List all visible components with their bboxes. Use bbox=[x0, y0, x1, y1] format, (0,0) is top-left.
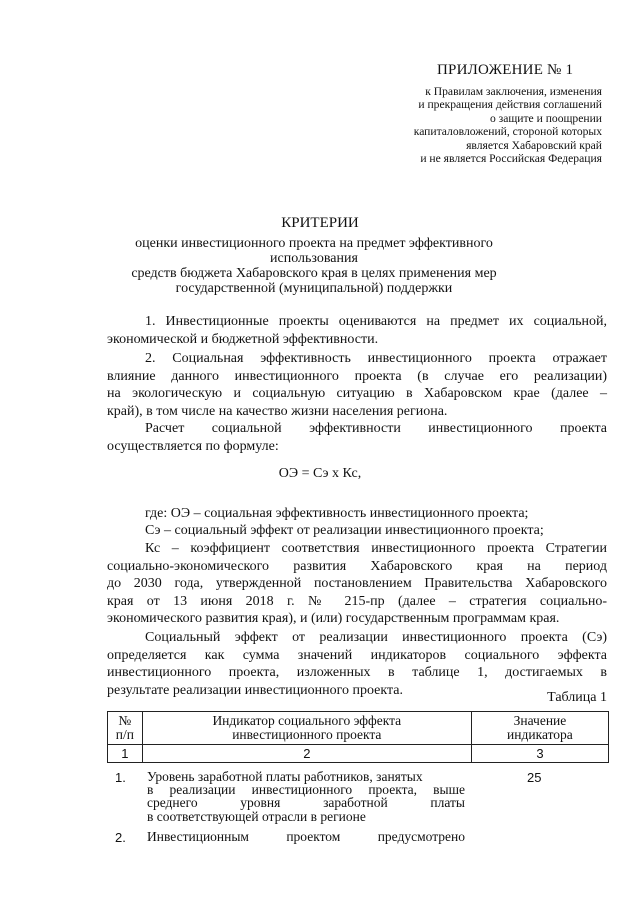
paragraph-line: где: ОЭ – социальная эффективность инвестиционного проекта; bbox=[145, 506, 529, 521]
document-subtitle-line: средств бюджета Хабаровского края в целях применения мер bbox=[131, 266, 497, 281]
document-title: КРИТЕРИИ bbox=[281, 215, 359, 231]
appendix-title: ПРИЛОЖЕНИЕ № 1 bbox=[437, 62, 574, 78]
header-line: индикатора bbox=[507, 727, 573, 742]
row-text-line: в реализации инвестиционного проекта, выше bbox=[147, 782, 465, 798]
paragraph-line: Расчет социальной эффективности инвестиционного проекта bbox=[145, 421, 607, 436]
header-line: Индикатор социального эффекта bbox=[212, 713, 402, 728]
paragraph-line: на экологическую и социальную ситуацию в Хабаровском крае (далее – bbox=[107, 386, 607, 401]
appendix-subtitle-line: и прекращения действия соглашений bbox=[418, 98, 602, 112]
paragraph-3 bbox=[107, 420, 607, 455]
document-subtitle-line: оценки инвестиционного проекта на предмет эффективного использования bbox=[135, 236, 493, 266]
column-number: 1 bbox=[108, 745, 143, 763]
row-text-line: Инвестиционным проектом предусмотрено bbox=[147, 829, 465, 844]
appendix-subtitle-line: о защите и поощрении bbox=[489, 111, 602, 125]
row-number: 1. bbox=[115, 770, 126, 785]
paragraph-line: экономической и бюджетной эффективности. bbox=[107, 331, 379, 347]
paragraph-line: влияние данного инвестиционного проекта (в случае его реализации) bbox=[107, 368, 607, 384]
header-line: № bbox=[118, 713, 132, 728]
column-number: 3 bbox=[471, 745, 608, 763]
column-number: 2 bbox=[142, 745, 471, 763]
table-header-row bbox=[108, 712, 609, 745]
paragraph-line: до 2030 года, утвержденной постановлением Правительства Хабаровского bbox=[107, 576, 607, 591]
paragraph-line: Сэ – социальный эффект от реализации инвестиционного проекта; bbox=[145, 523, 544, 538]
paragraph-1 bbox=[107, 313, 607, 348]
row-text-line: в соответствующей отрасли в регионе bbox=[147, 808, 366, 824]
column-number-row bbox=[108, 745, 609, 763]
paragraph-line: 1. Инвестиционные проекты оцениваются на предмет их социальной, bbox=[145, 314, 607, 329]
paragraph-2 bbox=[107, 350, 607, 420]
row-text-line: Уровень заработной платы работников, занятых bbox=[147, 769, 423, 784]
paragraph-5 bbox=[107, 522, 607, 540]
paragraph-line: социально-экономического развития Хабаровского края на период bbox=[107, 558, 607, 574]
paragraph-line: края от 13 июня 2018 г. № 215-пр (далее – стратегия социально- bbox=[107, 593, 607, 609]
appendix-subtitle-line: к Правилам заключения, изменения bbox=[425, 85, 602, 98]
document-subtitle-line: государственной (муниципальной) поддержки bbox=[175, 281, 453, 296]
paragraph-6 bbox=[107, 540, 607, 628]
row-number: 2. bbox=[115, 830, 126, 845]
paragraph-4 bbox=[107, 505, 607, 523]
indicator-table bbox=[107, 711, 609, 763]
header-line: инвестиционного проекта bbox=[232, 727, 382, 742]
document-subtitle bbox=[90, 236, 538, 296]
column-header-value bbox=[471, 712, 608, 745]
header-line: п/п bbox=[115, 727, 134, 742]
column-header-indicator bbox=[142, 712, 471, 745]
paragraph-line: инвестиционного проекта, изложенных в таблице 1, достигаемых в bbox=[107, 665, 607, 680]
paragraph-7 bbox=[107, 629, 607, 699]
row-indicator-text bbox=[147, 770, 465, 823]
appendix-subtitle bbox=[362, 85, 602, 165]
row-value: 25 bbox=[527, 770, 542, 785]
column-header-number bbox=[108, 712, 143, 745]
paragraph-line: осуществляется по формуле: bbox=[107, 438, 279, 454]
row-indicator-text bbox=[147, 830, 465, 843]
appendix-subtitle-line: и не является Российская Федерация bbox=[420, 152, 602, 166]
paragraph-line: определяется как сумма значений индикаторов социального эффекта bbox=[107, 647, 607, 663]
formula: ОЭ = Сэ х Кс, bbox=[278, 466, 362, 481]
paragraph-line: 2. Социальная эффективность инвестиционного проекта отражает bbox=[145, 351, 607, 366]
paragraph-line: край), в том числе на качество жизни населения региона. bbox=[107, 403, 448, 419]
appendix-subtitle-line: капиталовложений, стороной которых bbox=[413, 125, 602, 139]
paragraph-line: Социальный эффект от реализации инвестиционного проекта (Сэ) bbox=[145, 630, 607, 645]
paragraph-line: экономического развития края), и (или) государственным программам края. bbox=[107, 611, 560, 626]
row-text-line: среднего уровня заработной платы bbox=[147, 795, 465, 811]
paragraph-line: результате реализации инвестиционного проекта. bbox=[107, 682, 403, 698]
appendix-subtitle-line: является Хабаровский край bbox=[466, 138, 602, 152]
paragraph-line: Кс – коэффициент соответствия инвестиционного проекта Стратегии bbox=[145, 541, 607, 556]
table-caption: Таблица 1 bbox=[547, 690, 607, 705]
header-line: Значение bbox=[513, 713, 567, 728]
